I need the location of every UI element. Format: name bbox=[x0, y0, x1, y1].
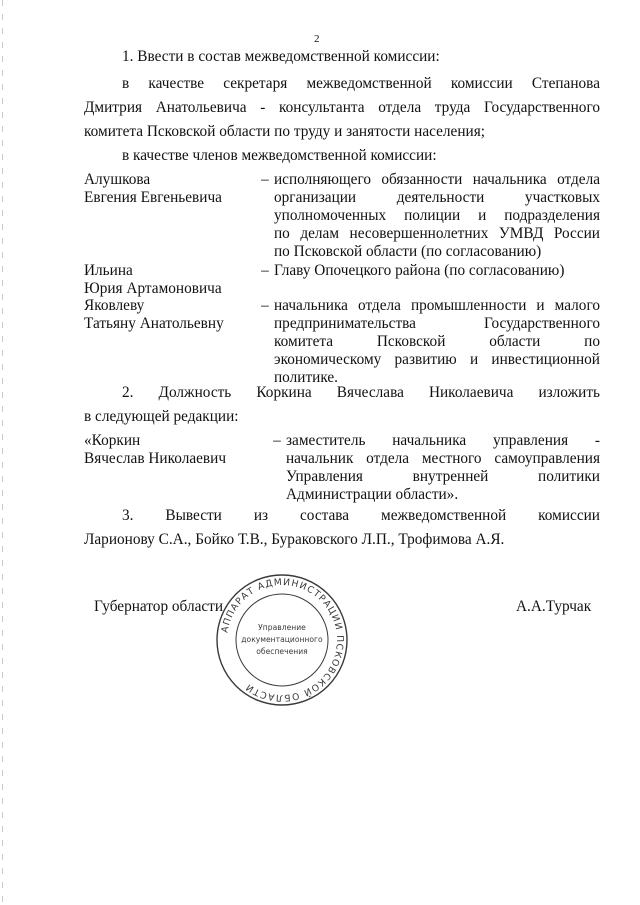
stamp-ring-text: АППАРАТ АДМИНИСТРАЦИИ ПСКОВСКОЙ ОБЛАСТИ bbox=[219, 576, 346, 704]
item2-line-1: 2. Должность Коркина Вячеслава Николаевича изложить bbox=[122, 384, 600, 401]
item3-line-1: 3. Вывести из состава межведомственной комиссии bbox=[122, 507, 600, 524]
stamp-center-line-1: Управление bbox=[258, 623, 306, 632]
item2-line-2: в следующей редакции: bbox=[84, 408, 239, 425]
item1-secretary-line-2: Дмитрия Анатольевича - консультанта отдела труда Государственного bbox=[84, 99, 600, 116]
member-name-ilyin: Ильина Юрия Артамоновича bbox=[84, 262, 222, 297]
signature-name: А.А.Турчак bbox=[516, 598, 592, 615]
member-name-yakovleva: Яковлеву Татьяну Анатольевну bbox=[84, 297, 224, 332]
item1-members-heading: в качестве членов межведомственной комиссии: bbox=[122, 147, 437, 164]
member-description-alushkova: исполняющего обязанности начальника отдела организации деятельности участковых уполномоченных полиции и подразделения по делам несовершеннолетних УМВД России по Псковской области (по согласованию) bbox=[274, 171, 600, 260]
page-number: 2 bbox=[314, 33, 320, 45]
item2-description: заместитель начальника управления - начальник отдела местного самоуправления Управления внутренней политики Администрации области». bbox=[286, 432, 600, 503]
item2-dash: – bbox=[273, 432, 281, 449]
item1-secretary-line-1: в качестве секретаря межведомственной комиссии Степанова bbox=[122, 75, 600, 92]
official-stamp bbox=[214, 572, 350, 708]
member-description-yakovleva: начальника отдела промышленности и малого предпринимательства Государственного комитета Псковской области по экономическому развитию и инвестиционной политике. bbox=[274, 297, 600, 386]
stamp-center-line-3: обеспечения bbox=[256, 647, 308, 656]
item2-name-korkin: «Коркин Вячеслав Николаевич bbox=[84, 432, 227, 467]
item1-heading: 1. Ввести в состав межведомственной комиссии: bbox=[122, 48, 440, 65]
member-description-ilyin: Главу Опочецкого района (по согласованию) bbox=[274, 262, 565, 279]
item1-secretary-line-3: комитета Псковской области по труду и занятости населения; bbox=[84, 123, 485, 140]
signature-position: Губернатор области bbox=[94, 598, 224, 615]
item3-line-2: Ларионову С.А., Бойко Т.В., Бураковского Л.П., Трофимова А.Я. bbox=[84, 531, 505, 548]
member-name-alushkova: Алушкова Евгения Евгеньевича bbox=[84, 171, 222, 206]
member-dash: – bbox=[261, 171, 269, 188]
member-dash: – bbox=[261, 297, 269, 314]
scan-edge-artifact bbox=[2, 0, 3, 905]
member-dash: – bbox=[261, 262, 269, 279]
stamp-center-line-2: документационного bbox=[241, 635, 323, 644]
